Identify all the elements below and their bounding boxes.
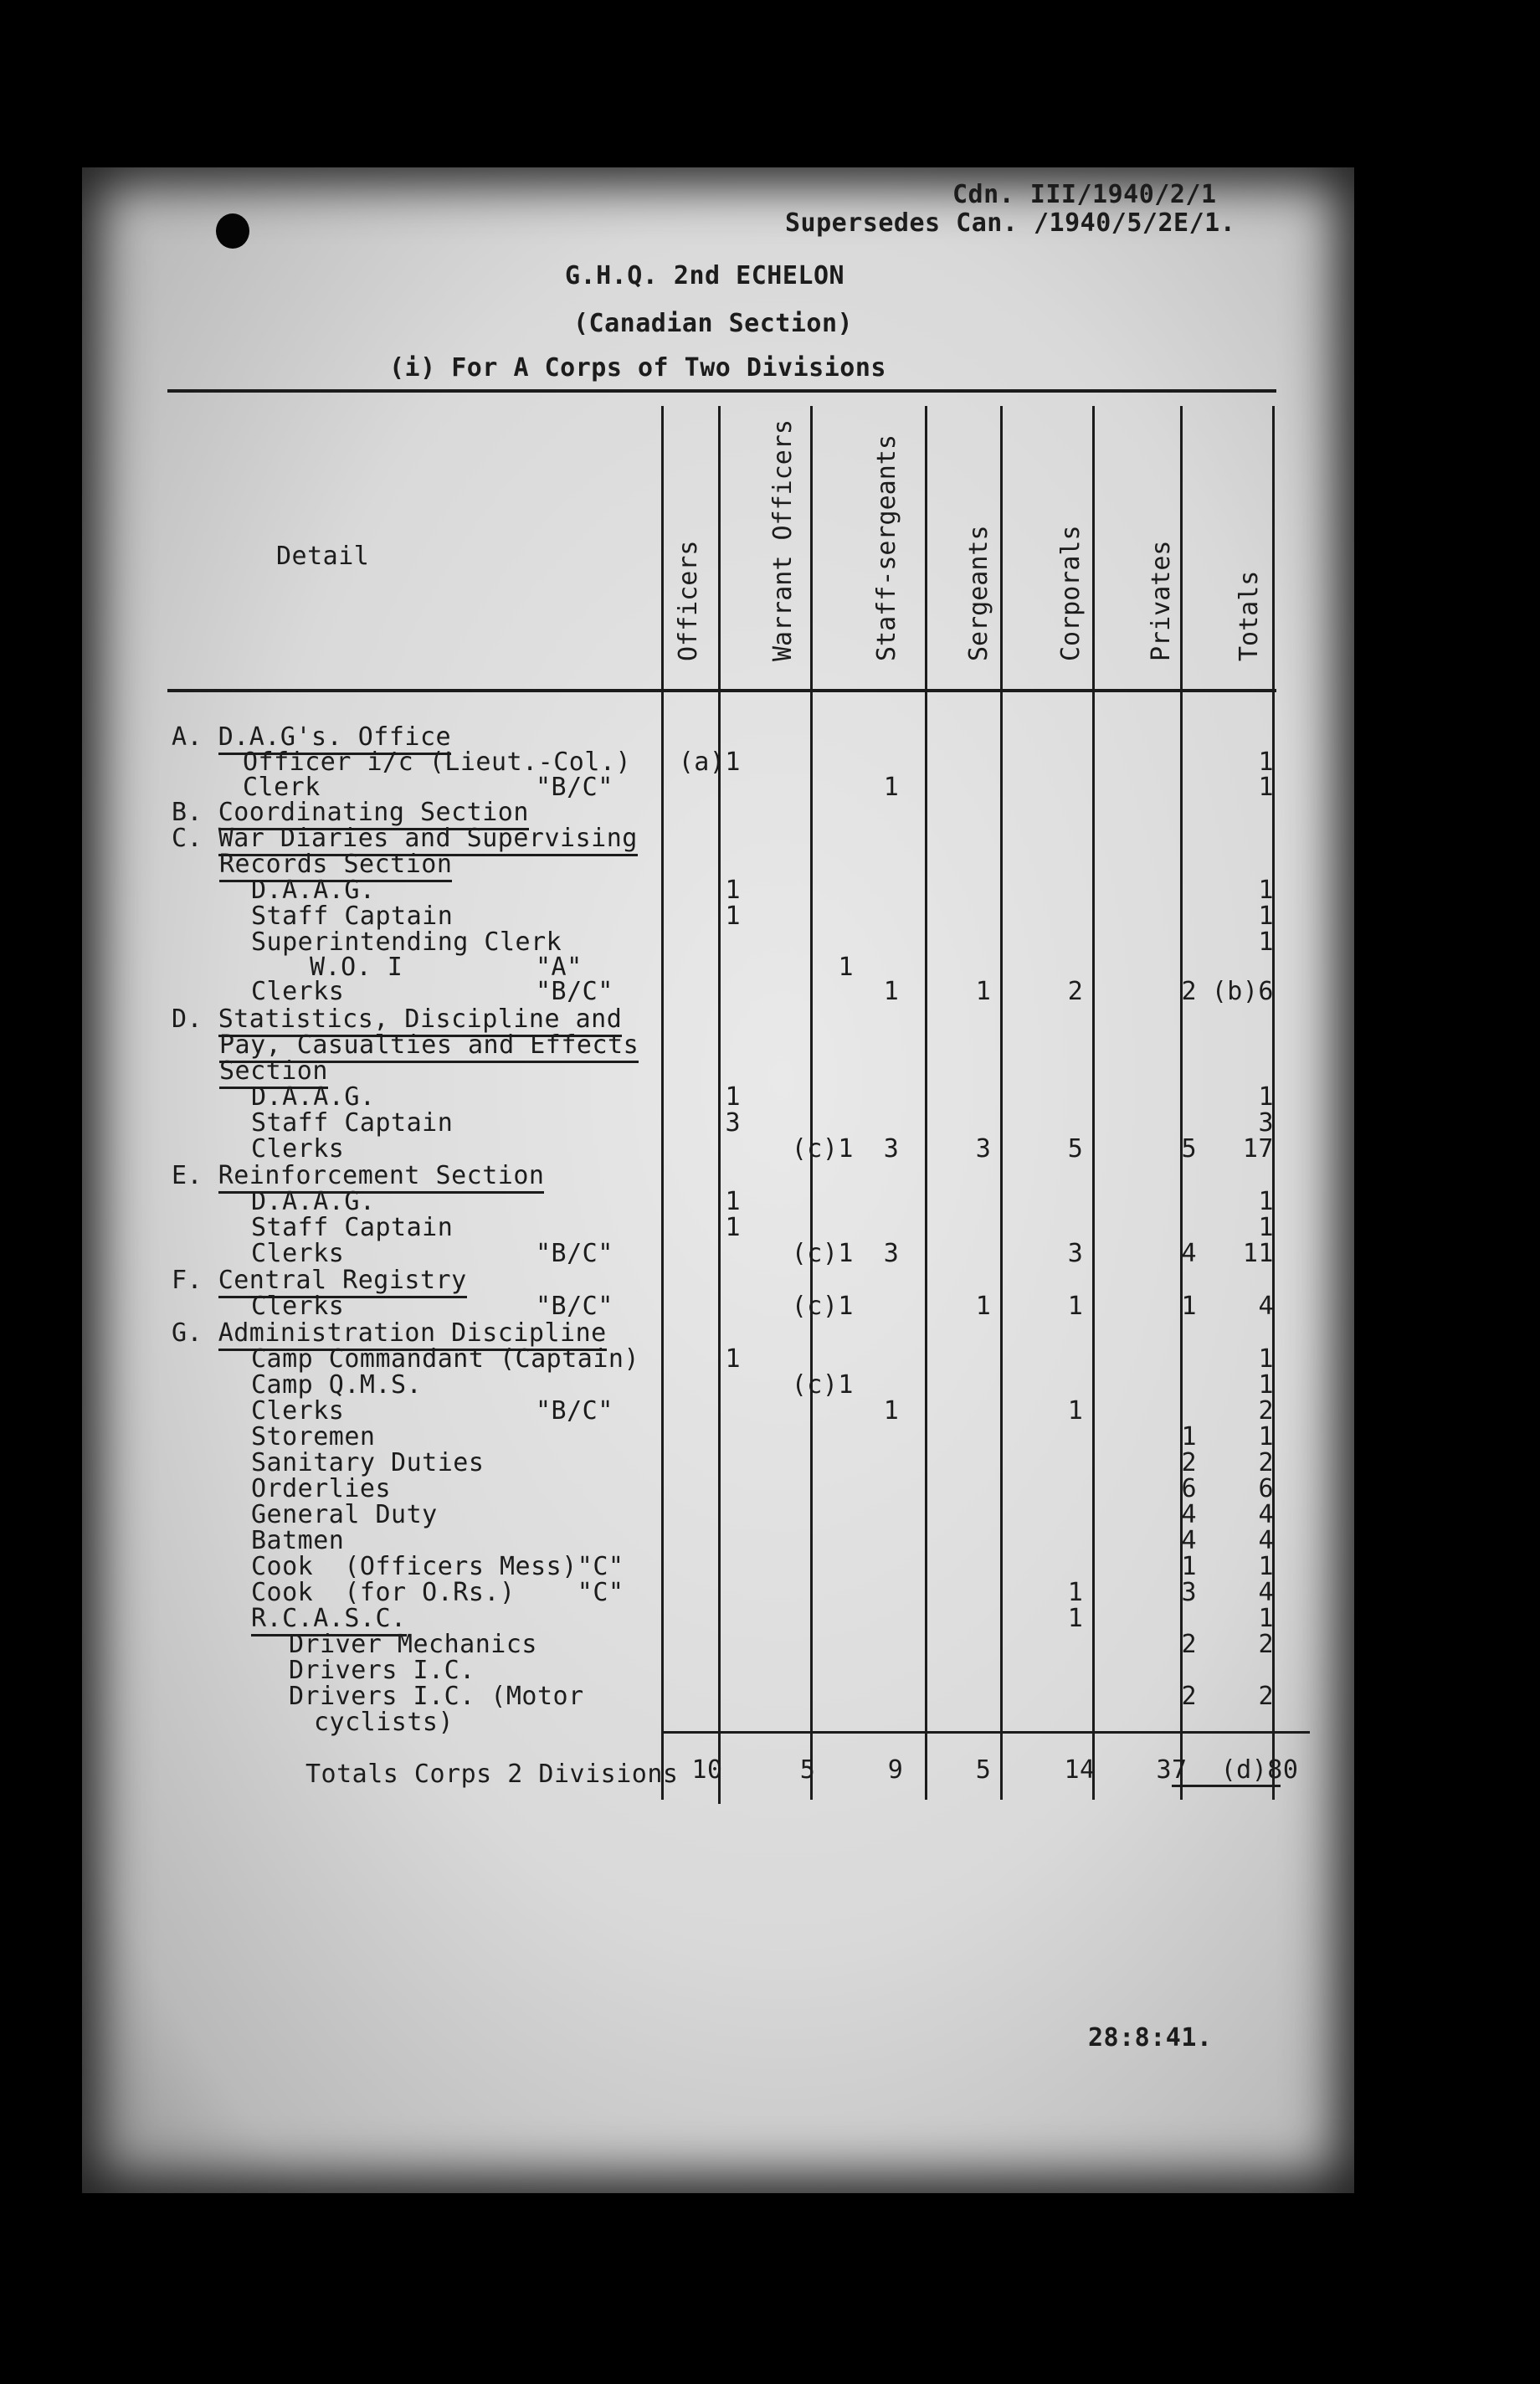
cell-total: 1 <box>1258 1604 1274 1633</box>
row-label-text: Drivers I.C. <box>289 1656 475 1685</box>
cell-sergeants: 3 <box>975 1134 992 1164</box>
cell-staff-sergeants: 1 <box>883 773 900 802</box>
row-label-text: G. <box>172 1318 218 1348</box>
cell-total: 2 <box>1258 1630 1274 1659</box>
title-line-3: (i) For A Corps of Two Divisions <box>389 353 886 383</box>
cell-staff-sergeants: 1 <box>883 1396 900 1426</box>
row-label <box>251 1294 344 1319</box>
cell-corporals: 3 <box>1067 1239 1084 1268</box>
row-label <box>251 1134 345 1164</box>
punch-hole <box>216 213 249 249</box>
row-label <box>289 1658 475 1683</box>
row-label <box>251 1344 640 1374</box>
cell-total: 1 <box>1258 1187 1274 1216</box>
section-heading: Records Section <box>219 850 452 882</box>
row-label-text: C. <box>172 824 218 853</box>
row-category: "B/C" <box>536 1292 613 1321</box>
row-label-text: B. <box>172 798 218 827</box>
cell-sergeants: 1 <box>975 977 992 1006</box>
header-totals: Totals <box>1235 570 1264 661</box>
row-label-text: Driver Mechanics <box>289 1630 537 1659</box>
title-line-2: (Canadian Section) <box>573 309 854 338</box>
row-label <box>172 826 638 851</box>
row-label <box>251 878 376 903</box>
row-label-text: Camp Q.M.S. <box>251 1370 423 1400</box>
cell-privates: 4 <box>1181 1500 1197 1529</box>
cell-total: 6 <box>1258 1474 1274 1503</box>
row-label-text: F. <box>172 1266 218 1295</box>
row-label <box>243 775 321 800</box>
row-label <box>251 1189 376 1215</box>
cell-privates: 4 <box>1181 1239 1197 1268</box>
cell-officers: 1 <box>725 1344 741 1374</box>
cell-warrant: (c)1 <box>791 1370 854 1400</box>
cell-total: 1 <box>1258 1422 1274 1451</box>
cell-total: 4 <box>1258 1578 1274 1607</box>
cell-total: 2 <box>1258 1682 1274 1711</box>
row-label <box>251 1554 624 1580</box>
cell-corporals: 1 <box>1067 1292 1084 1321</box>
row-label <box>172 1161 545 1190</box>
section-heading: Reinforcement Section <box>218 1161 545 1194</box>
header-sergeants: Sergeants <box>964 525 993 661</box>
row-label-text: cyclists) <box>314 1708 454 1737</box>
row-label-text: Clerks <box>251 977 345 1006</box>
cell-total: 2 <box>1258 1396 1274 1426</box>
row-label <box>251 927 562 957</box>
row-label <box>172 1004 623 1034</box>
cell-total: 4 <box>1258 1526 1274 1555</box>
section-heading: Statistics, Discipline and <box>218 1004 623 1037</box>
cell-officers: 3 <box>725 1108 741 1138</box>
totals-privates: 37 <box>1156 1755 1188 1785</box>
cell-warrant: 1 <box>838 953 854 982</box>
header-officers: Officers <box>674 540 703 661</box>
row-label-text: D. <box>172 1004 218 1034</box>
row-label-text: Batmen <box>251 1526 345 1555</box>
section-heading: Pay, Casualties and Effects <box>219 1030 639 1063</box>
row-label <box>219 1030 639 1060</box>
cell-officers: (a)1 <box>678 748 741 777</box>
cell-corporals: 1 <box>1067 1396 1084 1426</box>
cell-privates: 6 <box>1181 1474 1197 1503</box>
row-category: "B/C" <box>536 1239 613 1268</box>
cell-total: 1 <box>1258 902 1274 931</box>
cell-corporals: 1 <box>1067 1578 1084 1607</box>
row-label <box>251 1580 624 1606</box>
section-heading: R.C.A.S.C. <box>251 1604 407 1636</box>
cell-privates: 1 <box>1181 1422 1197 1451</box>
cell-total: 4 <box>1258 1500 1274 1529</box>
section-heading: Section <box>219 1056 328 1089</box>
cell-privates: 1 <box>1181 1292 1197 1321</box>
row-label-text: Clerks <box>251 1292 345 1321</box>
row-label-text: Storemen <box>251 1422 376 1451</box>
totals-staff-sergeants: 9 <box>887 1755 904 1785</box>
row-label <box>243 750 631 775</box>
cell-privates: 2 <box>1181 977 1197 1006</box>
row-label-text: Staff Captain <box>251 1108 454 1138</box>
row-label <box>251 1082 376 1112</box>
row-label <box>314 1710 454 1735</box>
cell-staff-sergeants: 3 <box>883 1134 900 1164</box>
row-label <box>251 1241 344 1266</box>
header-staff-sergeants: Staff-sergeants <box>872 434 901 661</box>
header-detail: Detail <box>276 542 370 571</box>
row-label <box>251 1500 438 1529</box>
table-top-rule <box>167 389 1276 393</box>
cell-total: 1 <box>1258 773 1274 802</box>
cell-total: 1 <box>1258 876 1274 905</box>
row-label <box>251 1370 423 1400</box>
section-heading: War Diaries and Supervising <box>218 824 638 856</box>
cell-privates: 2 <box>1181 1682 1197 1711</box>
title-line-1: G.H.Q. 2nd ECHELON <box>565 261 845 290</box>
row-label <box>251 979 344 1004</box>
row-label-text: D.A.A.G. <box>251 876 376 905</box>
row-label-text: D.A.A.G. <box>251 1187 376 1216</box>
row-label-text: D.A.A.G. <box>251 1082 376 1112</box>
cell-warrant: (c)1 <box>791 1134 854 1164</box>
cell-total: (b)6 <box>1211 977 1274 1006</box>
section-heading: Administration Discipline <box>218 1318 607 1351</box>
cell-total: 1 <box>1258 1213 1274 1242</box>
row-label <box>251 1108 454 1138</box>
cell-total: 1 <box>1258 1552 1274 1581</box>
row-label <box>251 1215 453 1241</box>
row-label <box>289 1632 537 1657</box>
cell-officers: 1 <box>725 1187 741 1216</box>
row-label-text: Clerk <box>243 773 321 802</box>
cell-total: 1 <box>1258 1370 1274 1400</box>
cell-total: 1 <box>1258 748 1274 777</box>
cell-corporals: 1 <box>1067 1604 1084 1633</box>
row-label <box>172 1268 467 1293</box>
row-label <box>172 800 529 825</box>
cell-total: 2 <box>1258 1448 1274 1477</box>
cell-warrant: (c)1 <box>791 1292 854 1321</box>
row-label-text: Sanitary Duties <box>251 1448 485 1477</box>
totals-rule <box>661 1731 1310 1734</box>
cell-total: 11 <box>1242 1239 1274 1268</box>
cell-privates: 1 <box>1181 1552 1197 1581</box>
totals-label: Totals Corps 2 Divisions <box>305 1760 679 1789</box>
row-label-text: Cook (for O.Rs.) "C" <box>251 1578 624 1607</box>
cell-total: 17 <box>1242 1134 1274 1164</box>
row-label-text: Clerks <box>251 1134 345 1164</box>
row-label-text: Officer i/c (Lieut.-Col.) <box>243 748 632 777</box>
row-label-text: Superintending Clerk <box>251 927 562 957</box>
row-label <box>219 1056 328 1086</box>
column-rule <box>810 406 813 1800</box>
row-label-text: Orderlies <box>251 1474 392 1503</box>
row-category: "B/C" <box>536 773 613 802</box>
cell-staff-sergeants: 3 <box>883 1239 900 1268</box>
cell-corporals: 2 <box>1067 977 1084 1006</box>
row-label <box>251 1396 345 1426</box>
row-category: "B/C" <box>536 977 613 1006</box>
row-label-text: W.O. I <box>310 953 403 982</box>
row-label <box>172 722 452 752</box>
header-privates: Privates <box>1147 540 1176 661</box>
cell-total: 4 <box>1258 1292 1274 1321</box>
cell-privates: 2 <box>1181 1630 1197 1659</box>
row-label <box>219 852 452 877</box>
section-heading: D.A.G's. Office <box>218 722 451 755</box>
grand-total-underline <box>1172 1785 1281 1787</box>
row-label <box>251 1526 345 1555</box>
section-heading: Coordinating Section <box>218 798 529 830</box>
cell-officers: 1 <box>725 1213 741 1242</box>
header-bottom-rule <box>167 689 1276 692</box>
totals-grand-total: (d)80 <box>1220 1755 1299 1785</box>
row-label <box>251 1606 407 1631</box>
cell-sergeants: 1 <box>975 1292 992 1321</box>
row-label-text: E. <box>172 1161 218 1190</box>
row-label-text: Clerks <box>251 1396 345 1426</box>
cell-corporals: 5 <box>1067 1134 1084 1164</box>
cell-staff-sergeants: 1 <box>883 977 900 1006</box>
header-warrant-officers: Warrant Officers <box>768 419 798 661</box>
row-label-text: A. <box>172 722 218 752</box>
cell-total: 1 <box>1258 1082 1274 1112</box>
row-category: "B/C" <box>536 1396 613 1426</box>
reference-line-1: Cdn. III/1940/2/1 <box>952 180 1217 209</box>
column-rule <box>925 406 927 1800</box>
cell-total: 1 <box>1258 927 1274 957</box>
row-label <box>251 1422 376 1451</box>
cell-privates: 5 <box>1181 1134 1197 1164</box>
cell-warrant: (c)1 <box>791 1239 854 1268</box>
totals-officers: 10 <box>691 1755 723 1785</box>
row-label <box>251 1474 392 1503</box>
document-date: 28:8:41. <box>1088 2023 1213 2053</box>
totals-corporals: 14 <box>1064 1755 1096 1785</box>
row-label-text: Drivers I.C. (Motor <box>289 1682 584 1711</box>
column-rule <box>661 406 664 1800</box>
row-label <box>251 904 453 929</box>
row-label <box>289 1684 584 1709</box>
row-label <box>251 1448 485 1477</box>
totals-warrant: 5 <box>799 1755 816 1785</box>
cell-total: 3 <box>1258 1108 1274 1138</box>
cell-privates: 2 <box>1181 1448 1197 1477</box>
row-label-text: Camp Commandant (Captain) <box>251 1344 640 1374</box>
row-label <box>172 1318 607 1348</box>
cell-officers: 1 <box>725 876 741 905</box>
row-label-text: General Duty <box>251 1500 438 1529</box>
row-label-text: Cook (Officers Mess)"C" <box>251 1552 624 1581</box>
row-label-text: Staff Captain <box>251 902 454 931</box>
section-heading: Central Registry <box>218 1266 467 1298</box>
cell-total: 1 <box>1258 1344 1274 1374</box>
cell-privates: 3 <box>1181 1578 1197 1607</box>
row-label-text: Clerks <box>251 1239 345 1268</box>
cell-officers: 1 <box>725 902 741 931</box>
column-rule <box>1000 406 1003 1800</box>
totals-sergeants: 5 <box>975 1755 992 1785</box>
row-label-text: Staff Captain <box>251 1213 454 1242</box>
header-corporals: Corporals <box>1056 525 1086 661</box>
reference-line-2: Supersedes Can. /1940/5/2E/1. <box>785 208 1236 238</box>
cell-privates: 4 <box>1181 1526 1197 1555</box>
row-category: "A" <box>536 953 583 982</box>
cell-officers: 1 <box>725 1082 741 1112</box>
